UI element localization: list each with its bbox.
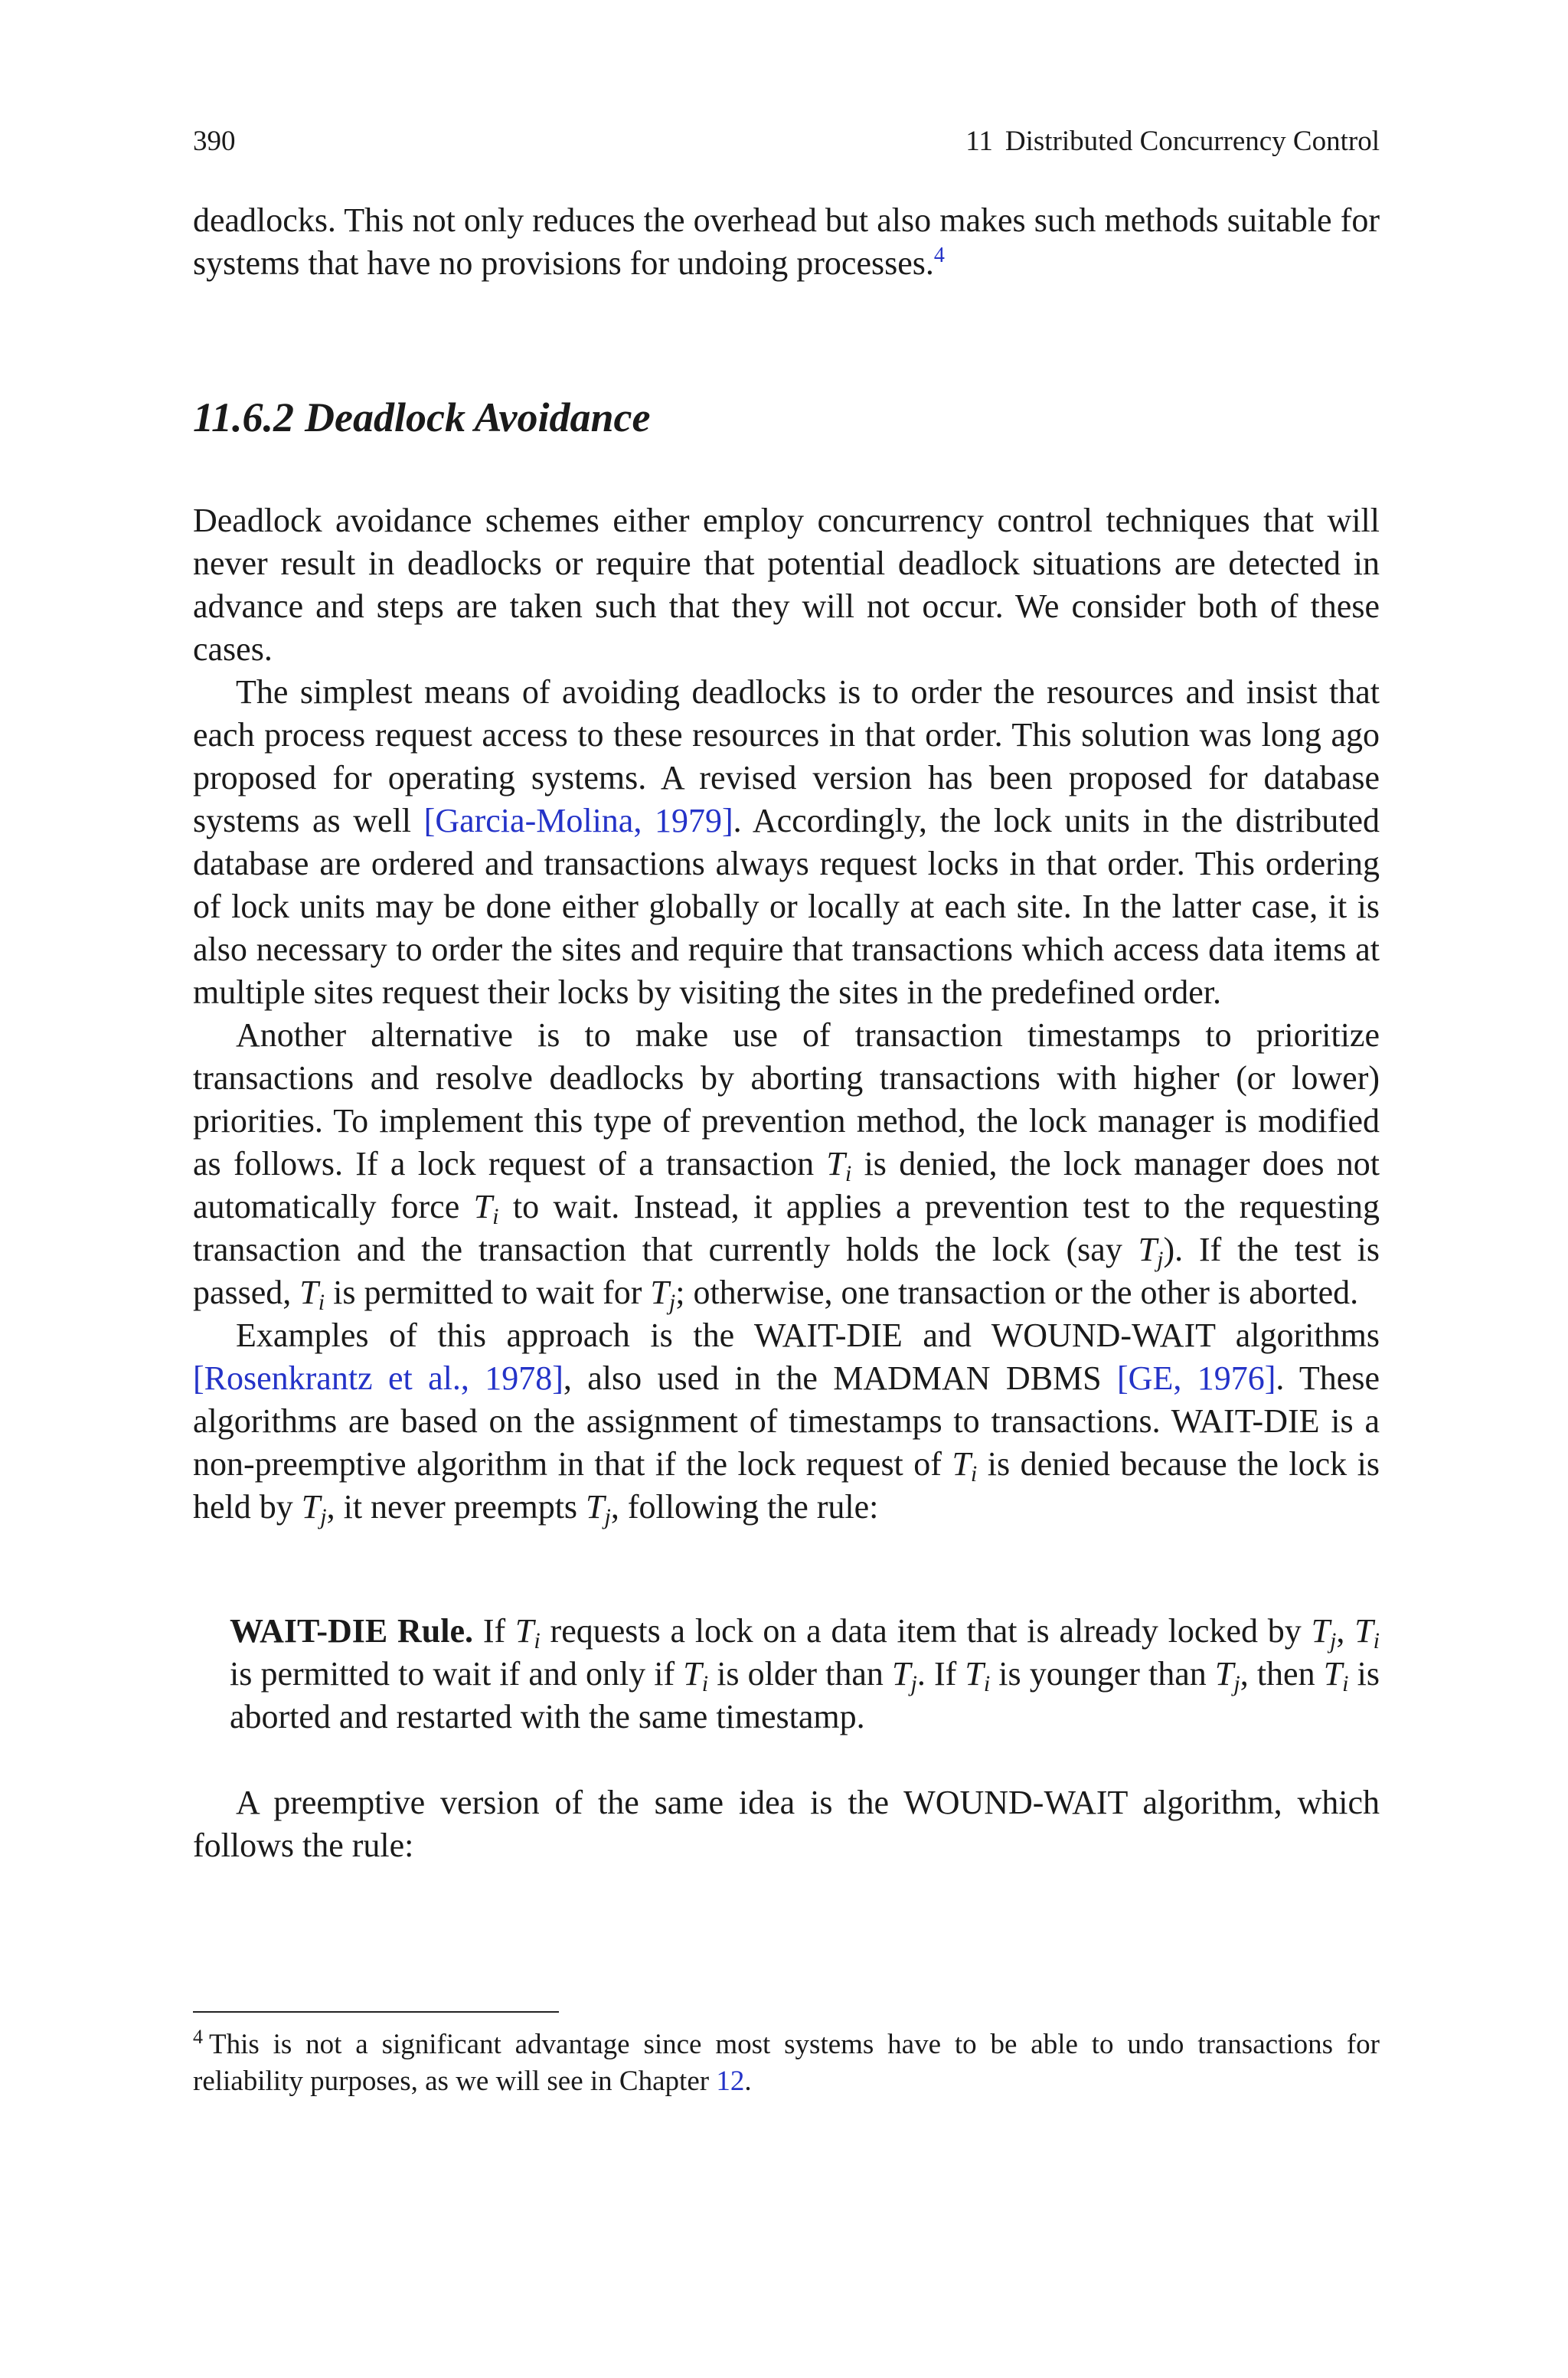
math-t-j: $T_j$ bbox=[586, 1488, 611, 1529]
footnote-divider bbox=[193, 2011, 559, 2013]
paragraph-text: , it never preempts bbox=[326, 1488, 586, 1526]
text-block-main bbox=[193, 499, 1380, 1529]
paragraph-text: , also used in the MADMAN DBMS bbox=[563, 1359, 1118, 1397]
math-t-j: $T_j$ bbox=[1311, 1612, 1337, 1653]
math-t-j: $T_j$ bbox=[650, 1274, 676, 1315]
math-t-i: $T_i$ bbox=[683, 1655, 709, 1696]
math-t-i: $T_i$ bbox=[952, 1445, 978, 1487]
math-t-j: $T_j$ bbox=[1138, 1231, 1164, 1272]
footnote-reference-link[interactable]: 4 bbox=[933, 244, 945, 267]
section-title: Deadlock Avoidance bbox=[305, 394, 651, 440]
paragraph-text: . These algorithms are based on the assignment of timestamps to transactions. WAIT-DIE is a non-preemptive algorithm in that if the lock request of bbox=[193, 1359, 1380, 1483]
paragraph-text: , following the rule: bbox=[610, 1488, 879, 1526]
math-t-j: $T_j$ bbox=[301, 1488, 327, 1529]
math-t-i: $T_i$ bbox=[965, 1655, 991, 1696]
citation-link[interactable]: [Garcia-Molina, 1979] bbox=[423, 802, 733, 839]
footnote-text: This is not a significant advantage since most systems have to be able to undo transactions for reliability purposes, as we will see in Chapter bbox=[193, 2029, 1380, 2097]
citation-link[interactable]: [Rosenkrantz et al., 1978] bbox=[193, 1359, 564, 1397]
rule-text: is younger than bbox=[990, 1655, 1215, 1693]
rule-paragraph bbox=[230, 1610, 1380, 1739]
rule-text: requests a lock on a data item that is already locked by bbox=[540, 1612, 1312, 1650]
paragraph-text: to wait. Instead, it applies a prevention test to the requesting transaction and the transaction that currently holds the lock (say bbox=[193, 1188, 1380, 1268]
rule-name: WAIT-DIE Rule. bbox=[230, 1612, 474, 1650]
rule-text: is aborted and restarted with the same timestamp. bbox=[230, 1655, 1380, 1735]
text-block-top bbox=[193, 199, 1380, 285]
section-heading bbox=[193, 391, 650, 444]
rule-text: , then bbox=[1240, 1655, 1324, 1693]
footnote-text: . bbox=[744, 2066, 752, 2097]
section-number: 11.6.2 bbox=[193, 394, 295, 440]
paragraph: A preemptive version of the same idea is the WOUND-WAIT algorithm, which follows the rule: bbox=[193, 1784, 1380, 1864]
paragraph bbox=[193, 1314, 1380, 1529]
text-block-bottom bbox=[193, 1781, 1380, 1867]
paragraph-text: . Accordingly, the lock units in the distributed database are ordered and transactions always request locks in that order. This ordering of lock units may be done either globally or locally at each site. In the latter case, it is also necessary to order the sites and require that transactions which access data items at multiple sites request their locks by visiting the sites in the predefined order. bbox=[193, 802, 1380, 1011]
math-t-i: $T_i$ bbox=[826, 1145, 852, 1186]
paragraph: Deadlock avoidance schemes either employ concurrency control techniques that will never result in deadlocks or require that potential deadlock situations are detected in advance and steps are taken such that they will not occur. We consider both of these cases. bbox=[193, 502, 1380, 668]
footnote-mark: 4 bbox=[193, 2026, 203, 2048]
paragraph-text: is denied, the lock manager does not automatically force bbox=[193, 1145, 1380, 1225]
math-t-i: $T_i$ bbox=[514, 1612, 541, 1653]
paragraph bbox=[193, 671, 1380, 1014]
paragraph-text: is denied because the lock is held by bbox=[193, 1445, 1380, 1526]
rule-text: is permitted to wait if and only if bbox=[230, 1655, 684, 1693]
rule-text: . If bbox=[916, 1655, 965, 1693]
rule-text: , bbox=[1336, 1612, 1355, 1650]
paragraph-text: ; otherwise, one transaction or the other is aborted. bbox=[675, 1274, 1359, 1311]
rule-text: If bbox=[473, 1612, 515, 1650]
paragraph-text: The simplest means of avoiding deadlocks is to order the resources and insist that each process request access to these resources in that order. This solution was long ago proposed for operating systems. A revised version has been proposed for database systems as well bbox=[193, 673, 1380, 839]
paragraph-text: Another alternative is to make use of transaction timestamps to prioritize transactions and resolve deadlocks by aborting transactions with higher (or lower) priorities. To implement this type of prevention method, the lock manager is modified as follows. If a lock request of a transaction bbox=[193, 1016, 1380, 1182]
math-t-i: $T_i$ bbox=[299, 1274, 325, 1315]
chapter-title: Distributed Concurrency Control bbox=[1004, 126, 1380, 157]
paragraph-text: ). If the test is passed, bbox=[193, 1231, 1380, 1311]
footnote bbox=[193, 2026, 1380, 2100]
running-title bbox=[965, 123, 1380, 161]
paragraph-text: deadlocks. This not only reduces the overhead but also makes such methods suitable for systems that have no provisions for undoing processes. bbox=[193, 201, 1380, 282]
chapter-link[interactable]: 12 bbox=[716, 2066, 745, 2097]
math-t-i: $T_i$ bbox=[1354, 1612, 1380, 1653]
footnote-paragraph bbox=[193, 2026, 1380, 2100]
citation-link[interactable]: [GE, 1976] bbox=[1117, 1359, 1276, 1397]
math-t-j: $T_j$ bbox=[1214, 1655, 1240, 1696]
wait-die-rule bbox=[230, 1610, 1380, 1739]
math-t-i: $T_i$ bbox=[473, 1188, 499, 1229]
rule-text: is older than bbox=[708, 1655, 893, 1693]
paragraph-text: Examples of this approach is the WAIT-DIE and WOUND-WAIT algorithms bbox=[236, 1317, 1380, 1354]
math-t-i: $T_i$ bbox=[1323, 1655, 1349, 1696]
paragraph-continued bbox=[193, 199, 1380, 285]
chapter-number: 11 bbox=[965, 126, 993, 157]
paragraph-text: is permitted to wait for bbox=[325, 1274, 651, 1311]
page-number: 390 bbox=[193, 126, 236, 157]
paragraph bbox=[193, 1014, 1380, 1314]
running-header bbox=[193, 123, 1380, 161]
math-t-j: $T_j$ bbox=[892, 1655, 917, 1696]
